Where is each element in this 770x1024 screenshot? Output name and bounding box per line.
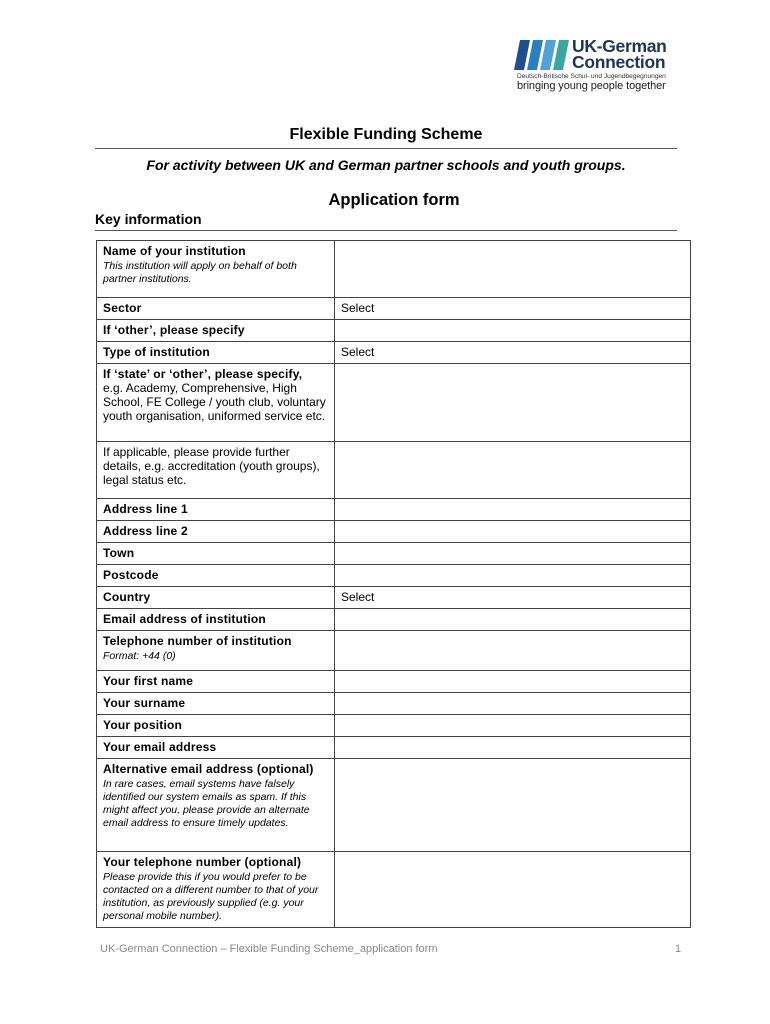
row-sector bbox=[97, 298, 691, 320]
row-further-details bbox=[97, 442, 691, 499]
sector-other-field[interactable] bbox=[335, 320, 691, 342]
label-cell bbox=[97, 241, 335, 298]
label-cell bbox=[97, 631, 335, 671]
key-information-table bbox=[96, 240, 691, 928]
logo-subtitle: Deutsch-Britische Schul- und Jugendbegegnungen bbox=[517, 73, 666, 80]
row-address2 bbox=[97, 521, 691, 543]
inst-phone-field[interactable] bbox=[335, 631, 691, 671]
row-sector-other bbox=[97, 320, 691, 342]
position-label: Your position bbox=[97, 715, 335, 737]
title-divider bbox=[95, 148, 677, 149]
institution-name-field[interactable] bbox=[335, 241, 691, 298]
row-type-other bbox=[97, 364, 691, 442]
phone-field[interactable] bbox=[335, 852, 691, 928]
row-address1 bbox=[97, 499, 691, 521]
label-cell bbox=[97, 852, 335, 928]
further-details-field[interactable] bbox=[335, 442, 691, 499]
country-select[interactable]: Select bbox=[335, 587, 691, 609]
alt-email-field[interactable] bbox=[335, 759, 691, 852]
row-inst-phone bbox=[97, 631, 691, 671]
first-name-label: Your first name bbox=[97, 671, 335, 693]
row-postcode bbox=[97, 565, 691, 587]
row-country bbox=[97, 587, 691, 609]
form-title: Application form bbox=[328, 191, 460, 209]
sector-select[interactable]: Select bbox=[335, 298, 691, 320]
surname-field[interactable] bbox=[335, 693, 691, 715]
institution-name-hint: This institution will apply on behalf of both partner institutions. bbox=[103, 260, 297, 285]
section-divider bbox=[95, 230, 677, 231]
row-position bbox=[97, 715, 691, 737]
sector-other-label: If ‘other’, please specify bbox=[97, 320, 335, 342]
row-inst-email bbox=[97, 609, 691, 631]
address2-label: Address line 2 bbox=[97, 521, 335, 543]
country-label: Country bbox=[97, 587, 335, 609]
document-title: Flexible Funding Scheme bbox=[289, 126, 483, 143]
alt-email-hint: In rare cases, email systems have falsely identified our system emails as spam. If this might affect you, please provide an alternate email address to ensure timely updates. bbox=[103, 778, 310, 829]
postcode-label: Postcode bbox=[97, 565, 335, 587]
email-label: Your email address bbox=[97, 737, 335, 759]
label-cell bbox=[97, 364, 335, 442]
town-label: Town bbox=[97, 543, 335, 565]
logo-name: UK-German Connection bbox=[572, 36, 667, 72]
section-heading: Key information bbox=[95, 211, 202, 227]
type-label: Type of institution bbox=[97, 342, 335, 364]
first-name-field[interactable] bbox=[335, 671, 691, 693]
page-footer: UK-German Connection – Flexible Funding Scheme_application form bbox=[100, 943, 438, 955]
logo-stripes-icon bbox=[514, 40, 570, 70]
type-other-label: If ‘state’ or ‘other’, please specify, bbox=[103, 367, 303, 381]
row-type bbox=[97, 342, 691, 364]
email-field[interactable] bbox=[335, 737, 691, 759]
institution-name-label: Name of your institution bbox=[103, 244, 246, 258]
type-other-field[interactable] bbox=[335, 364, 691, 442]
uk-german-connection-logo bbox=[514, 38, 684, 94]
sector-label: Sector bbox=[97, 298, 335, 320]
further-details-label: If applicable, please provide further details, e.g. accreditation (youth groups), legal status etc. bbox=[97, 442, 335, 499]
row-town bbox=[97, 543, 691, 565]
row-alt-email bbox=[97, 759, 691, 852]
document-subtitle: For activity between UK and German partner schools and youth groups. bbox=[146, 157, 626, 173]
position-field[interactable] bbox=[335, 715, 691, 737]
address1-label: Address line 1 bbox=[97, 499, 335, 521]
phone-label: Your telephone number (optional) bbox=[103, 855, 302, 869]
alt-email-label: Alternative email address (optional) bbox=[103, 762, 314, 776]
phone-hint: Please provide this if you would prefer to be contacted on a different number to that of your institution, as previously supplied (e.g. your personal mobile number). bbox=[103, 871, 319, 922]
surname-label: Your surname bbox=[97, 693, 335, 715]
row-surname bbox=[97, 693, 691, 715]
row-phone bbox=[97, 852, 691, 928]
inst-phone-hint: Format: +44 (0) bbox=[103, 650, 176, 662]
row-institution-name bbox=[97, 241, 691, 298]
type-select[interactable]: Select bbox=[335, 342, 691, 364]
town-field[interactable] bbox=[335, 543, 691, 565]
page-number: 1 bbox=[675, 943, 682, 955]
label-cell bbox=[97, 759, 335, 852]
inst-email-field[interactable] bbox=[335, 609, 691, 631]
address1-field[interactable] bbox=[335, 499, 691, 521]
row-email bbox=[97, 737, 691, 759]
row-first-name bbox=[97, 671, 691, 693]
logo-tagline: bringing young people together bbox=[517, 80, 666, 92]
postcode-field[interactable] bbox=[335, 565, 691, 587]
inst-phone-label: Telephone number of institution bbox=[103, 634, 292, 648]
inst-email-label: Email address of institution bbox=[97, 609, 335, 631]
type-other-text: e.g. Academy, Comprehensive, High School, FE College / youth club, voluntary youth organisation, uniformed service etc. bbox=[103, 381, 326, 423]
address2-field[interactable] bbox=[335, 521, 691, 543]
